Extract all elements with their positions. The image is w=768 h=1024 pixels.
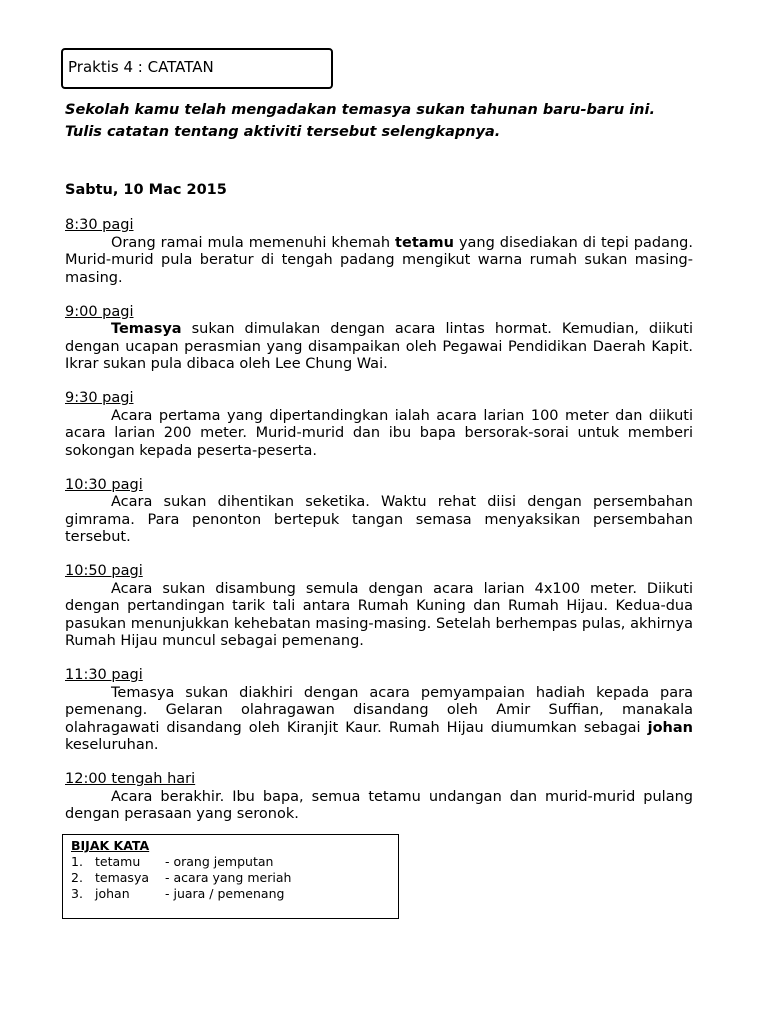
entry-time: 11:30 pagi [65, 667, 143, 683]
glossary-definition: - orang jemputan [165, 854, 274, 869]
glossary-definition: - juara / pemenang [165, 886, 285, 901]
entry-text: Temasya sukan dimulakan dengan acara lintas hormat. Kemudian, diikuti dengan ucapan perasmian yang disampaikan oleh Pegawai Pendidikan Daerah Kapit. Ikrar sukan pula dibaca oleh Lee Chung Wai. [65, 321, 693, 372]
glossary-term: tetamu [95, 854, 141, 869]
entry-1050 [65, 563, 693, 651]
glossary-definition: - acara yang meriah [165, 870, 292, 885]
instruction-line: Sekolah kamu telah mengadakan temasya sukan tahunan baru-baru ini. [65, 102, 655, 118]
glossary-title: BIJAK KATA [71, 838, 150, 853]
entry-time: 9:30 pagi [65, 390, 134, 406]
entry-0900 [65, 304, 693, 374]
entry-0930 [65, 390, 693, 460]
page-title: Praktis 4 : CATATAN [61, 48, 333, 89]
entry-text: Acara sukan dihentikan seketika. Waktu rehat diisi dengan persembahan gimrama. Para penonton bertepuk tangan semasa menyaksikan persembahan tersebut. [65, 494, 693, 545]
entry-text: Acara sukan disambung semula dengan acara larian 4x100 meter. Diikuti dengan pertandingan tarik tali antara Rumah Kuning dan Rumah Hijau. Kedua-dua pasukan menunjukkan kehebatan masing-masing. Setelah berhempas pulas, akhirnya Rumah Hijau muncul sebagai pemenang. [65, 580, 693, 649]
glossary-term: temasya [95, 870, 149, 885]
entry-text: Orang ramai mula memenuhi khemah tetamu yang disediakan di tepi padang. Murid-murid pula beratur di tengah padang mengikut warna rumah sukan masing-masing. [65, 234, 693, 286]
entry-1200 [65, 771, 693, 824]
diary-entries [65, 217, 693, 840]
entry-0830 [65, 217, 693, 287]
glossary-box [62, 834, 399, 919]
entry-time: 10:30 pagi [65, 476, 143, 493]
glossary-term: johan [95, 886, 130, 901]
instruction-line: Tulis catatan tentang aktiviti tersebut selengkapnya. [65, 124, 501, 140]
entry-1130 [65, 667, 693, 755]
entry-1030 [65, 477, 693, 547]
entry-time: 9:00 pagi [65, 303, 134, 320]
entry-time: 8:30 pagi [65, 217, 134, 233]
entry-text: Acara berakhir. Ibu bapa, semua tetamu undangan dan murid-murid pulang dengan perasaan yang seronok. [65, 788, 693, 822]
entry-time: 10:50 pagi [65, 563, 143, 579]
glossary-item: 2. temasya - acara yang meriah [71, 870, 292, 885]
entry-text: Temasya sukan diakhiri dengan acara pemyampaian hadiah kepada para pemenang. Gelaran olahragawan disandang oleh Amir Suffian, manakala olahragawati disandang oleh Kiranjit Kaur. Rumah Hijau diumumkan sebagai johan keseluruhan. [65, 684, 693, 753]
glossary-item: 3. johan - juara / pemenang [71, 886, 285, 901]
entry-text: Acara pertama yang dipertandingkan ialah acara larian 100 meter dan diikuti acara larian 200 meter. Murid-murid dan ibu bapa bersorak-sorai untuk memberi sokongan kepada peserta-peserta. [65, 407, 693, 459]
glossary-item: 1. tetamu - orang jemputan [71, 854, 274, 869]
entry-time: 12:00 tengah hari [65, 771, 196, 787]
instruction [65, 99, 705, 143]
entry-date: Sabtu, 10 Mac 2015 [65, 182, 227, 198]
